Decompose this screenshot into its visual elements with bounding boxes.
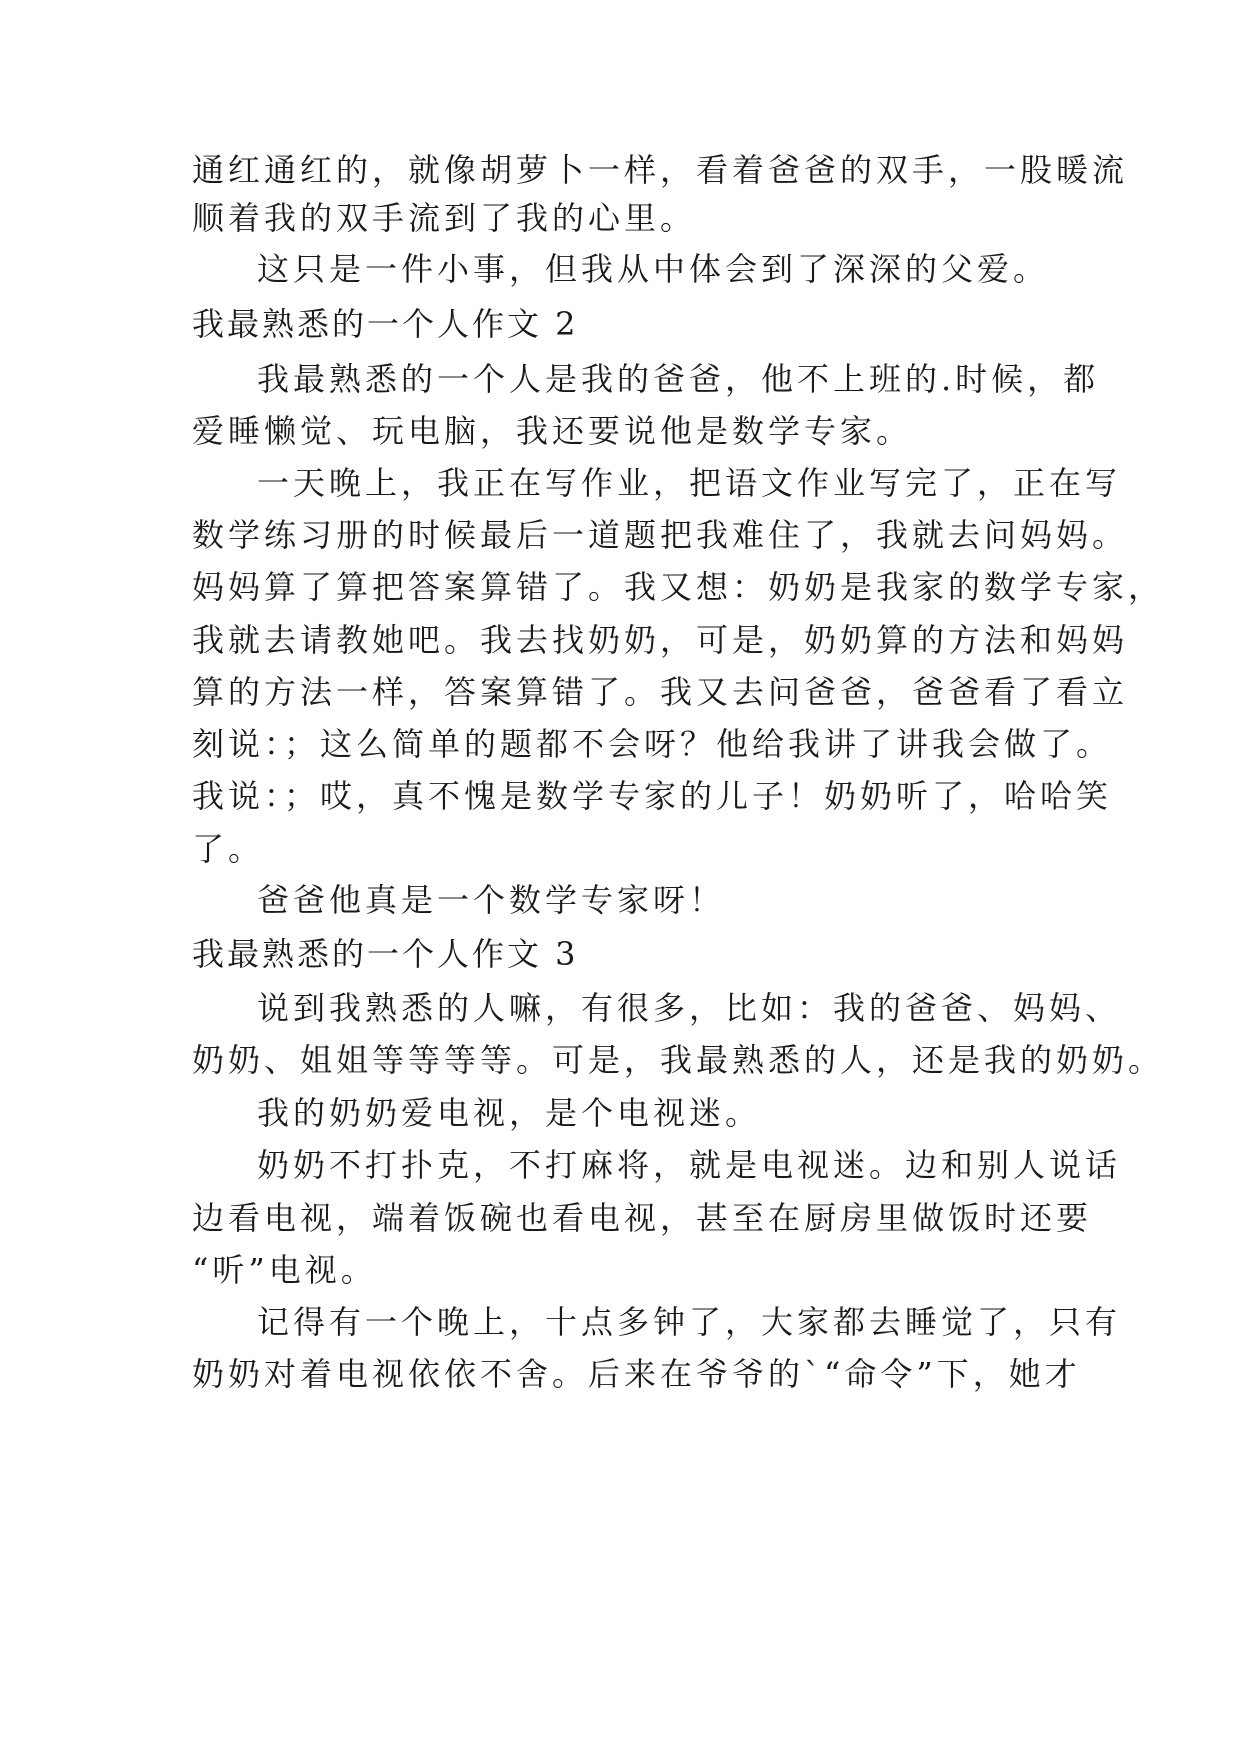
section-heading: 我最熟悉的一个人作文 3: [192, 935, 579, 973]
text-line: 算的方法一样，答案算错了。我又去问爸爸，爸爸看了看立: [192, 673, 1129, 711]
section-heading: 我最熟悉的一个人作文 2: [192, 305, 579, 343]
text-line: 记得有一个晚上，十点多钟了，大家都去睡觉了，只有: [257, 1303, 1122, 1341]
text-line: 我就去请教她吧。我去找奶奶，可是，奶奶算的方法和妈妈: [192, 621, 1129, 659]
text-line: 了。: [192, 830, 265, 868]
text-line: “听”电视。: [192, 1251, 377, 1289]
text-line: 一天晚上，我正在写作业，把语文作业写完了，正在写: [257, 464, 1122, 502]
text-line: 刻说：；这么简单的题都不会呀？他给我讲了讲我会做了。: [192, 725, 1113, 763]
text-line: 爸爸他真是一个数学专家呀！: [257, 881, 726, 919]
text-line: 我最熟悉的一个人是我的爸爸，他不上班的.时候，都: [257, 360, 1100, 398]
text-line: 我的奶奶爱电视，是个电视迷。: [257, 1094, 762, 1132]
text-line: 奶奶不打扑克，不打麻将，就是电视迷。边和别人说话: [257, 1146, 1122, 1184]
text-line: 我说：；哎，真不愧是数学专家的儿子！奶奶听了，哈哈笑: [192, 777, 1113, 815]
text-line: 爱睡懒觉、玩电脑，我还要说他是数学专家。: [192, 412, 913, 450]
text-line: 顺着我的双手流到了我的心里。: [192, 199, 697, 237]
text-line: 妈妈算了算把答案算错了。我又想：奶奶是我家的数学专家，: [192, 568, 1165, 606]
text-line: 说到我熟悉的人嘛，有很多，比如：我的爸爸、妈妈、: [257, 989, 1122, 1027]
text-line: 奶奶对着电视依依不舍。后来在爷爷的`“命令”下，她才: [192, 1355, 1081, 1393]
text-line: 边看电视，端着饭碗也看电视，甚至在厨房里做饭时还要: [192, 1199, 1093, 1237]
text-line: 这只是一件小事，但我从中体会到了深深的父爱。: [257, 250, 1050, 288]
text-line: 通红通红的，就像胡萝卜一样，看着爸爸的双手，一股暖流: [192, 151, 1129, 189]
text-line: 数学练习册的时候最后一道题把我难住了，我就去问妈妈。: [192, 516, 1129, 554]
text-line: 奶奶、姐姐等等等等。可是，我最熟悉的人，还是我的奶奶。: [192, 1041, 1165, 1079]
